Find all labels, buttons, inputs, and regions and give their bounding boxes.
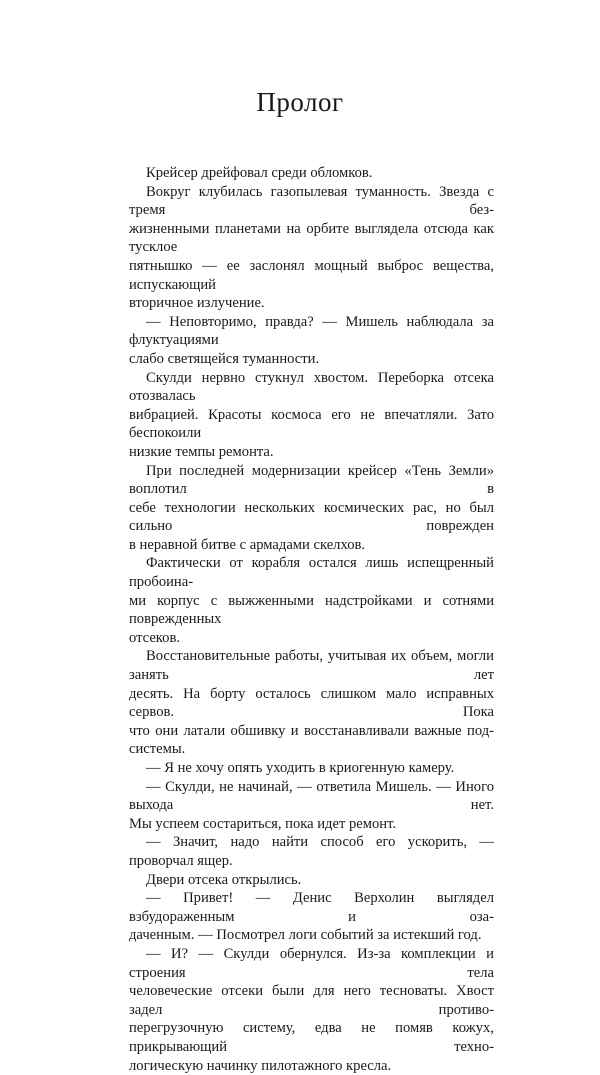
text-line: Фактически от корабля остался лишь испещренный пробоина- bbox=[129, 554, 494, 591]
text-line: — И? — Скулди обернулся. Из-за комплекции и строения тела bbox=[129, 945, 494, 982]
text-line: Крейсер дрейфовал среди обломков. bbox=[129, 164, 494, 183]
text-line: — Привет! — Денис Верхолин выглядел взбудораженным и оза- bbox=[129, 889, 494, 926]
text-line: даченным. — Посмотрел логи событий за истекший год. bbox=[129, 926, 494, 945]
text-line: Восстановительные работы, учитывая их объем, могли занять лет bbox=[129, 647, 494, 684]
text-line: десять. На борту осталось слишком мало исправных сервов. Пока bbox=[129, 685, 494, 722]
text-line: отсеков. bbox=[129, 629, 494, 648]
body-text bbox=[129, 164, 494, 1075]
chapter-title: Пролог bbox=[0, 87, 600, 118]
text-line: жизненными планетами на орбите выглядела отсюда как тусклое bbox=[129, 220, 494, 257]
text-line: системы. bbox=[129, 740, 494, 759]
text-line: Скулди нервно стукнул хвостом. Переборка отсека отозвалась bbox=[129, 369, 494, 406]
text-line: человеческие отсеки были для него тесноваты. Хвост задел противо- bbox=[129, 982, 494, 1019]
text-line: ми корпус с выжженными надстройками и сотнями поврежденных bbox=[129, 592, 494, 629]
text-line: перегрузочную систему, едва не помяв кожух, прикрывающий техно- bbox=[129, 1019, 494, 1056]
text-line: пятнышко — ее заслонял мощный выброс вещества, испускающий bbox=[129, 257, 494, 294]
text-line: Вокруг клубилась газопылевая туманность. Звезда с тремя без- bbox=[129, 183, 494, 220]
text-line: в неравной битве с армадами скелхов. bbox=[129, 536, 494, 555]
text-line: логическую начинку пилотажного кресла. bbox=[129, 1057, 494, 1075]
text-line: Мы успеем состариться, пока идет ремонт. bbox=[129, 815, 494, 834]
text-line: При последней модернизации крейсер «Тень Земли» воплотил в bbox=[129, 462, 494, 499]
text-line: Двери отсека открылись. bbox=[129, 871, 494, 890]
text-line: — Скулди, не начинай, — ответила Мишель. — Иного выхода нет. bbox=[129, 778, 494, 815]
text-line: — Я не хочу опять уходить в криогенную камеру. bbox=[129, 759, 494, 778]
text-line: низкие темпы ремонта. bbox=[129, 443, 494, 462]
text-line: вторичное излучение. bbox=[129, 294, 494, 313]
text-line: себе технологии нескольких космических рас, но был сильно поврежден bbox=[129, 499, 494, 536]
text-line: вибрацией. Красоты космоса его не впечатляли. Зато беспокоили bbox=[129, 406, 494, 443]
text-line: что они латали обшивку и восстанавливали важные под- bbox=[129, 722, 494, 741]
text-line: слабо светящейся туманности. bbox=[129, 350, 494, 369]
text-line: — Неповторимо, правда? — Мишель наблюдала за флуктуациями bbox=[129, 313, 494, 350]
text-line: — Значит, надо найти способ его ускорить, — проворчал ящер. bbox=[129, 833, 494, 870]
